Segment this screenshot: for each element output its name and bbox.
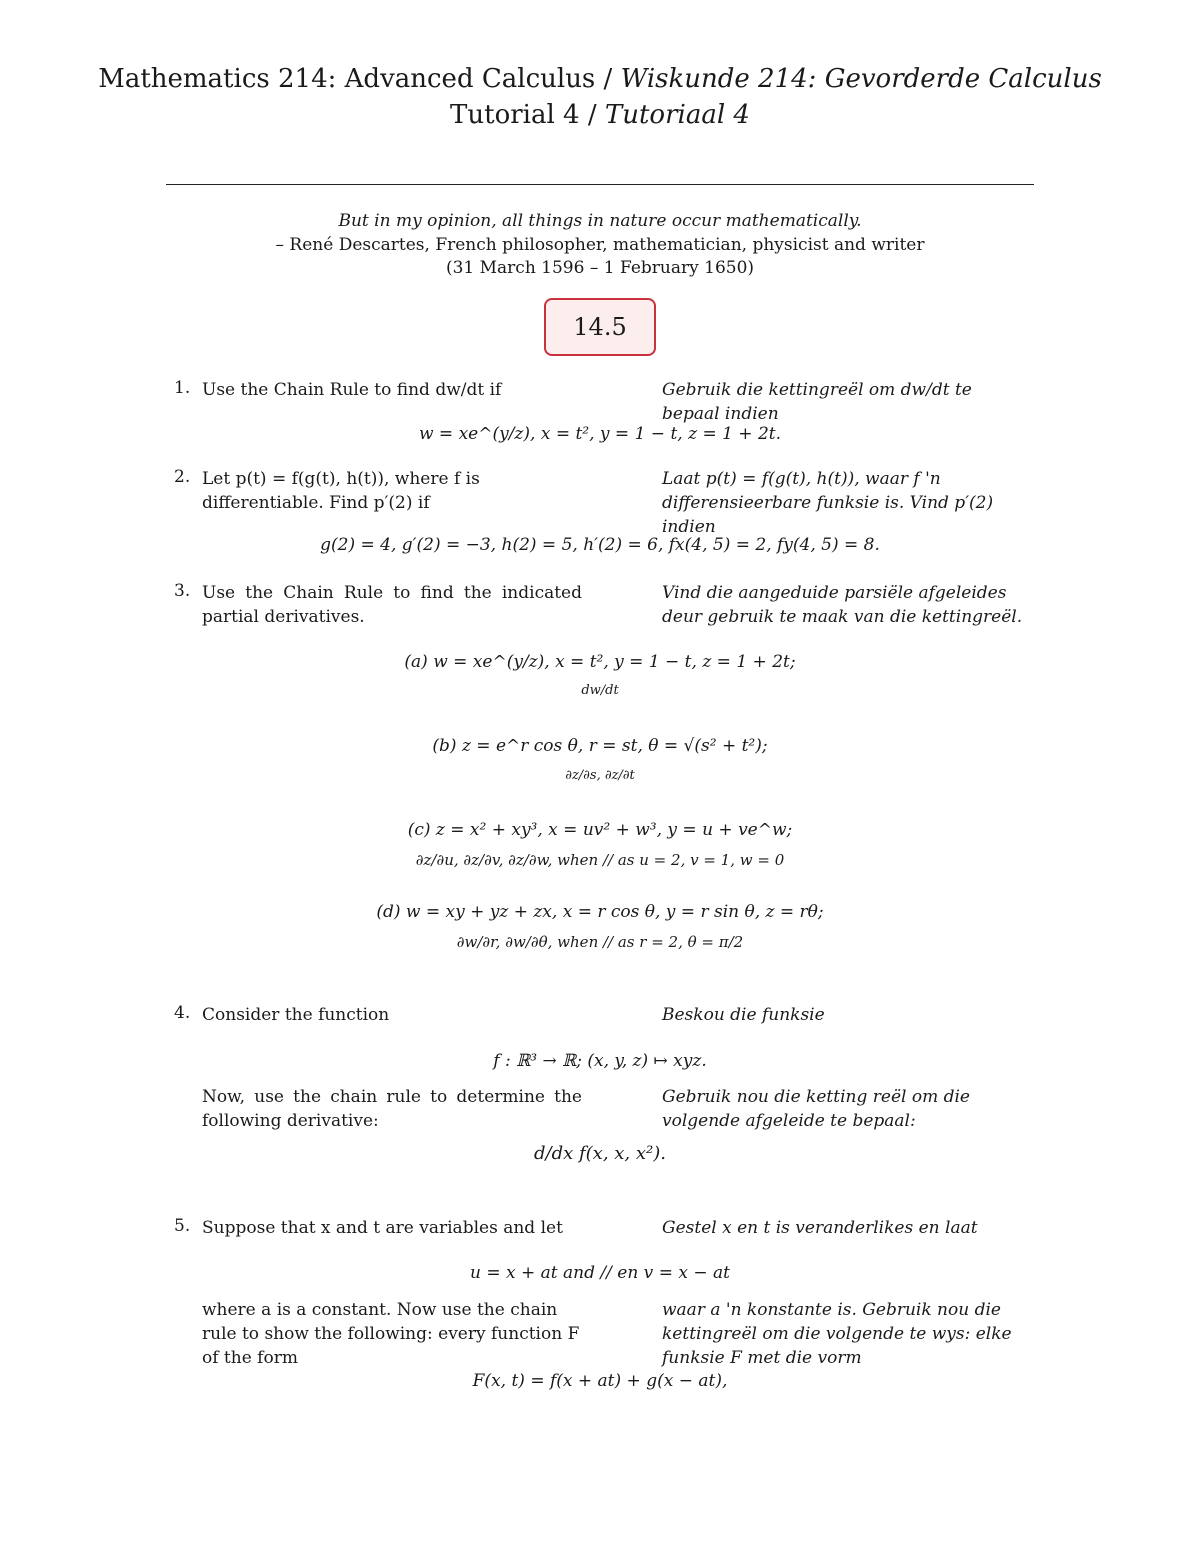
- problem-4-en: Consider the function: [202, 1005, 390, 1025]
- course-title: [0, 64, 1200, 94]
- quote-dates: (31 March 1596 – 1 February 1650): [445, 258, 755, 278]
- quote-author: – René Descartes, French philosopher, mathematician, physicist and writer: [275, 235, 925, 255]
- problem-1-af: Gebruik die kettingreël om dw/dt te bepaal indien: [662, 380, 972, 424]
- problem-5-number: 5.: [174, 1216, 191, 1236]
- problem-5-en: Suppose that x and t are variables and let: [202, 1218, 563, 1238]
- problem-2-equation: g(2) = 4, g′(2) = −3, h(2) = 5, h′(2) = 6, fx(4, 5) = 2, fy(4, 5) = 8.: [320, 535, 880, 555]
- section-badge: 14.5: [544, 298, 656, 356]
- problem-3b-equation: (b) z = e^r cos θ, r = st, θ = √(s² + t²);: [432, 736, 768, 756]
- problem-3c-target: ∂z/∂u, ∂z/∂v, ∂z/∂w, when // as u = 2, v = 1, w = 0: [415, 851, 785, 869]
- problem-1-equation: w = xe^(y/z), x = t², y = 1 − t, z = 1 + 2t.: [418, 424, 782, 444]
- tutorial-title-af: Tutoriaal 4: [604, 100, 750, 130]
- tutorial-title: [0, 100, 1200, 130]
- quote-text: But in my opinion, all things in nature occur mathematically.: [338, 211, 862, 231]
- problem-3a-equation: (a) w = xe^(y/z), x = t², y = 1 − t, z = 1 + 2t;: [404, 652, 796, 672]
- course-title-af: Wiskunde 214: Gevorderde Calculus: [620, 64, 1102, 94]
- problem-1-number: 1.: [174, 378, 191, 398]
- problem-2-number: 2.: [174, 467, 191, 487]
- problem-4-function: f : ℝ³ → ℝ; (x, y, z) ↦ xyz.: [493, 1051, 707, 1071]
- header-divider: [166, 184, 1034, 185]
- problem-5-af-instruction: waar a 'n konstante is. Gebruik nou die kettingreël om die volgende te wys: elke funksie F met die vorm: [662, 1300, 1012, 1368]
- problem-1-en: Use the Chain Rule to find dw/dt if: [202, 380, 502, 400]
- problem-3b-target: ∂z/∂s, ∂z/∂t: [565, 768, 635, 783]
- problem-4-en-instruction: Now, use the chain rule to determine the following derivative:: [202, 1087, 582, 1131]
- problem-5-substitution: u = x + at and // en v = x − at: [470, 1263, 730, 1283]
- problem-4-af-instruction: Gebruik nou die ketting reël om die volgende afgeleide te bepaal:: [662, 1087, 970, 1131]
- problem-3d-target: ∂w/∂r, ∂w/∂θ, when // as r = 2, θ = π/2: [456, 933, 744, 951]
- course-title-en: Mathematics 214: Advanced Calculus: [98, 64, 596, 94]
- problem-3c-equation: (c) z = x² + xy³, x = uv² + w³, y = u + ve^w;: [407, 820, 793, 840]
- problem-2-af: Laat p(t) = f(g(t), h(t)), waar f 'n differensieerbare funksie is. Vind p′(2) indien: [662, 469, 994, 537]
- tutorial-separator: /: [579, 100, 605, 130]
- problem-5-function-form: F(x, t) = f(x + at) + g(x − at),: [472, 1371, 728, 1391]
- problem-4-number: 4.: [174, 1003, 191, 1023]
- problem-5-en-instruction: where a is a constant. Now use the chain rule to show the following: every function F of the form: [202, 1300, 580, 1368]
- problem-5-af: Gestel x en t is veranderlikes en laat: [662, 1218, 978, 1238]
- problem-3-number: 3.: [174, 581, 191, 601]
- tutorial-title-en: Tutorial 4: [450, 100, 580, 130]
- problem-3-af: Vind die aangeduide parsiële afgeleides deur gebruik te maak van die kettingreël.: [662, 583, 1023, 627]
- problem-4-af: Beskou die funksie: [662, 1005, 825, 1025]
- problem-3-en: Use the Chain Rule to find the indicated partial derivatives.: [202, 583, 582, 627]
- title-separator: /: [595, 64, 621, 94]
- problem-4-derivative: d/dx f(x, x, x²).: [534, 1143, 666, 1164]
- problem-3a-target: dw/dt: [581, 683, 619, 698]
- problem-3d-equation: (d) w = xy + yz + zx, x = r cos θ, y = r sin θ, z = rθ;: [376, 902, 824, 922]
- problem-2-en: Let p(t) = f(g(t), h(t)), where f is differentiable. Find p′(2) if: [202, 469, 480, 513]
